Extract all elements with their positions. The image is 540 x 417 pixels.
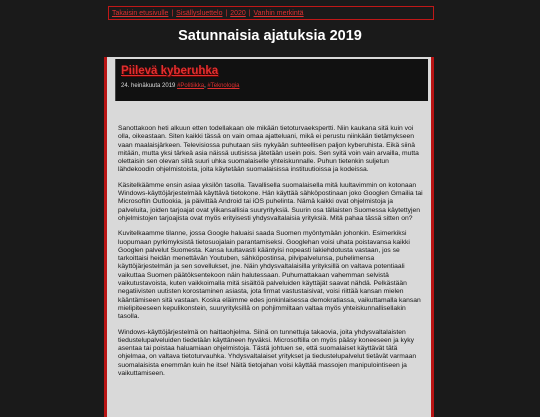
tag-link-politics[interactable]: #Politiikka (177, 83, 205, 89)
post-body (118, 125, 424, 385)
post-paragraph: Sanottakoon heti alkuun etten todellakaan ole mikään tietoturvaekspertti. Niin kaukana sitä kuin voi olla, oikeastaan. Siten kaikki tässä on vain omaa ajatteluani, mikä ei perustu niinkään tietämykseen vaan maalaisjärkeen. Televisiossa puhutaan siis nykyään suhteellisen paljon kyberuhista. Eikä siinä mitään, mutta yksi tärkeä asia näissä uutisissa jätetään usein pois. Sen syitä voin vain arvailla, mutta olettaisin sen olevan siitä suuri uhka suomalaiselle yhteiskunnalle. Puhun tietenkin suljetun lähdekoodin ohjelmistoista, joita käytetään suomalaisissa instituutioissa ja kodeissa. (118, 125, 419, 174)
post-paragraph: Käsitelkäämme ensin asiaa yksilön tasolla. Tavallisella suomalaisella mitä luultavimmin on kotonaan Windows-käyttöjärjestelmää käyttävä tietokone. Hän käyttää sähköpostinaan joko Googlen Gmailia tai Microsoftin Outlookia, ja päivittää Android tai iOS puhelinta. Nämä kaikki ovat ohjelmistoja ja palveluita, joiden tarjoajat ovat ylikansallisia suuryrityksiä. Suurin osa tällaisten Suomessa käytettyjen ohjelmistojen tarjoajista ovat myös erityisesti yhdysvaltalaisia yrityksiä. Mitä pahaa tässä sitten on? (118, 181, 423, 222)
nav-link-contents[interactable]: Sisällysluettelo (176, 10, 223, 17)
nav-separator: | (171, 10, 174, 17)
nav-link-home[interactable]: Takaisin etusivulle (112, 10, 169, 17)
nav-separator: | (248, 10, 251, 17)
post-meta: 24. heinäkuuta 2019 #Politiikka, #Teknologia (121, 83, 240, 89)
top-navigation (108, 6, 434, 20)
post-paragraph: Windows-käyttöjärjestelmä on haittaohjelma. Siinä on tunnettuja takaovia, joita yhdysvaltalaisten tiedustelupalveluiden tiedetään käyttäneen hyväksi. Microsoftilla on myös pääsy koneeseen ja kyky asentaa tai poistaa haluamiaan ohjelmistoja. Tästä johtuen se, että suomalaiset käyttävät tätä ohjelmaa, on valtava tietoturvauhka. Yhdysvaltalaiset yritykset ja tiedustelupalvelut tietävät varmaan suomalaisista enemmän kuin he itse! Näitä tietojahan voisi käyttää massojen manipulointiseen ja vaikuttamiseen. (118, 328, 417, 378)
post-paragraph: Kuvitelkaamme tilanne, jossa Google haluaisi saada Suomen myöntymään johonkin. Esimerkiksi luopumaan pyrkimyksistä tietosuojalain parantamiseksi. Googlehan voisi uhata poistavansa kaikki Googlen palvelut Suomesta. Kansa luultavasti kääntyisi nopeasti lakiehdotusta vastaan, jos se tarkoittaisi heidän menettävän Youtuben, sähköpostinsa, pilvipalvelunsa, puhelimensa käyttöjärjestelmän ja sen sovellukset, jne. Näin yhdysvaltalaisilla yrityksillä on valtava potentiaali vaikuttaa Suomen päätöksentekoon näin halutessaan. Puhumattakaan vahemman selvistä vaikutustavoista, kuten vaikkoimalla mitä sisältöä palveluiden käyttäjät saavat nähdä. Pelkästään negatiivisten uutisten korostaminen asiasta, jota firmat vastustaisivat, voisi riittää kansan mielen kääntämiseen sitä vastaan. Koska eläimme edes jonkinlaisessa demokratiassa, vaikuttamalla kansan mielipiteeseen kepulikonstein, suuryrityksillä on pohjimmiltaan valtaa myös yhteiskunnallisellakin tasolla. (118, 230, 421, 321)
nav-link-year-2020[interactable]: 2020 (230, 10, 246, 17)
nav-link-oldest-entry[interactable]: Vanhin merkintä (253, 10, 304, 17)
blog-post (104, 57, 434, 417)
post-header (115, 59, 428, 101)
post-title[interactable]: Piilevä kyberuhka (121, 65, 219, 77)
nav-separator: | (225, 10, 228, 17)
tag-link-technology[interactable]: #Teknologia (207, 83, 240, 89)
post-date: 24. heinäkuuta 2019 (121, 83, 176, 89)
site-title: Satunnaisia ajatuksia 2019 (178, 28, 362, 44)
